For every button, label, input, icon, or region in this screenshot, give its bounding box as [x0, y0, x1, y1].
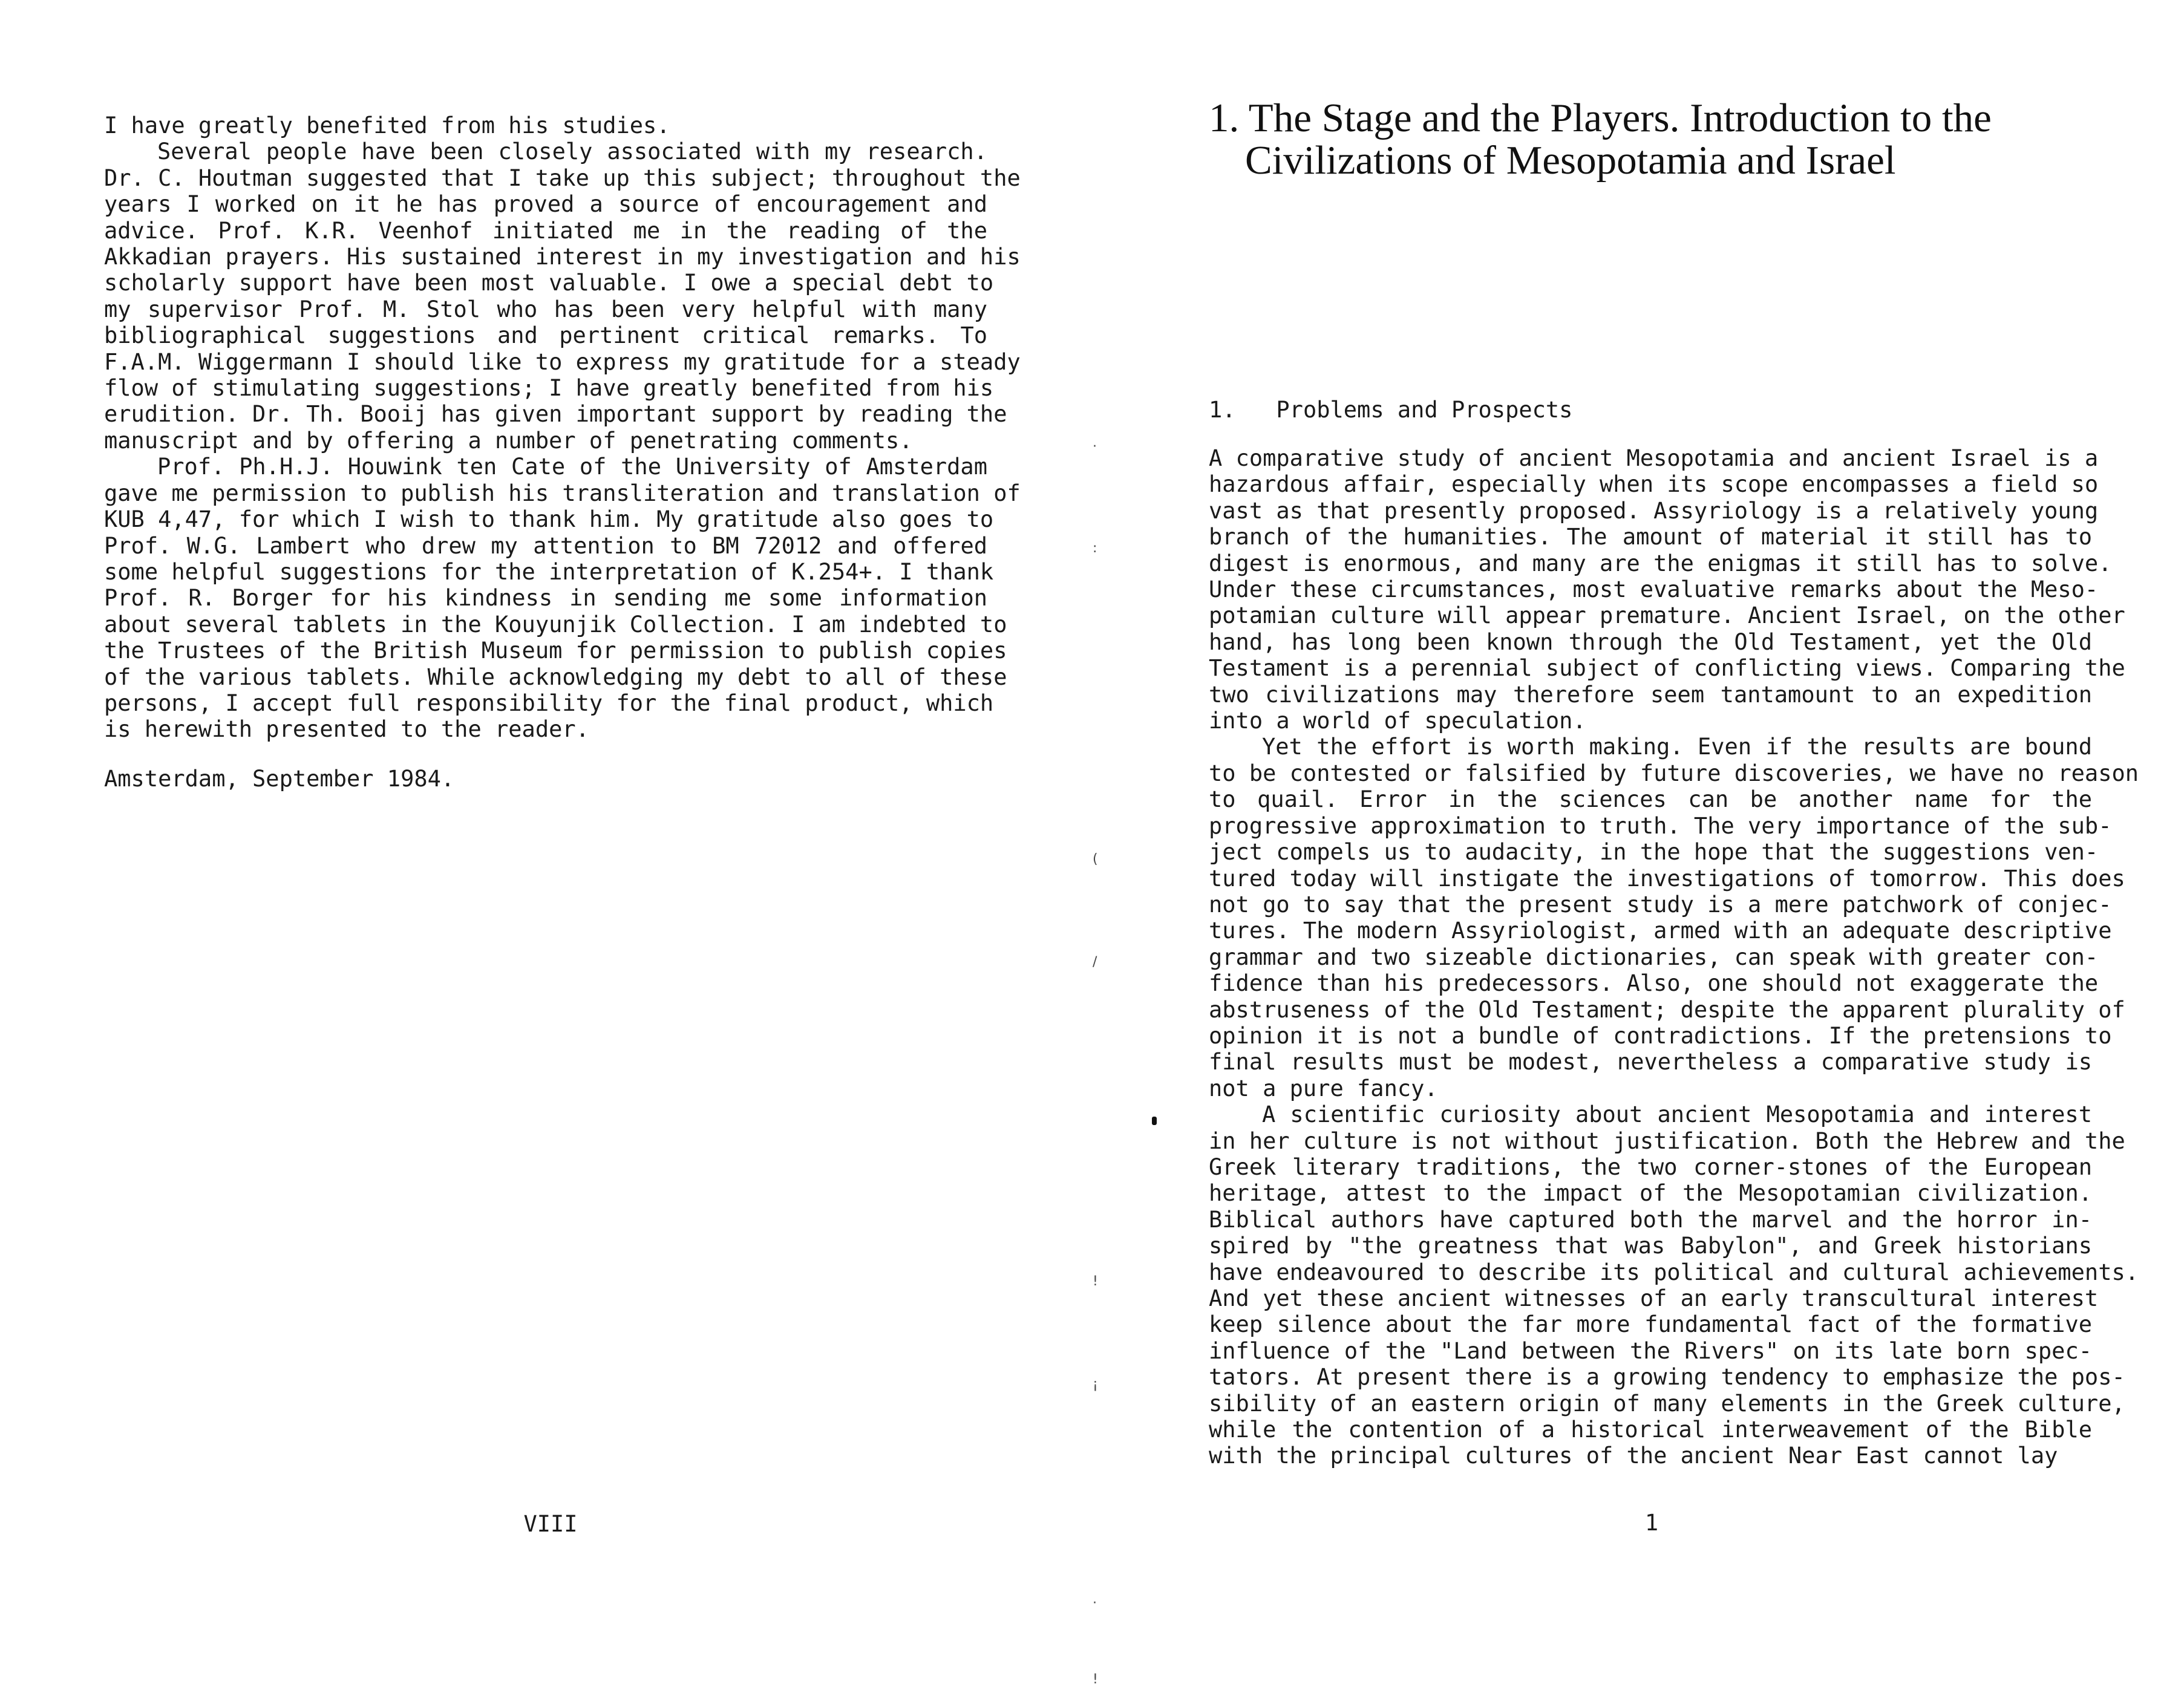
text-line: sibility of an eastern origin of many elements in the Greek culture, — [1209, 1390, 2125, 1417]
left-paragraph — [104, 113, 987, 139]
right-paragraph — [1209, 445, 2125, 734]
text-line: not go to say that the present study is a mere patchwork of conjec- — [1209, 891, 2112, 918]
text-line: to quail. Error in the sciences can be another name for the — [1209, 786, 2092, 813]
section-title: Problems and Prospects — [1276, 397, 1573, 423]
text-line: KUB 4,47, for which I wish to thank him. My gratitude also goes to — [104, 506, 994, 533]
text-line: vast as that presently proposed. Assyriology is a relatively young — [1209, 497, 2099, 524]
text-line: And yet these ancient witnesses of an early transcultural interest — [1209, 1285, 2099, 1311]
text-line: manuscript and by offering a number of penetrating comments. — [104, 427, 913, 454]
text-line: fidence than his predecessors. Also, one should not exaggerate the — [1209, 970, 2099, 997]
text-line: Dr. C. Houtman suggested that I take up this subject; throughout the — [104, 165, 1021, 191]
text-line: into a world of speculation. — [1209, 708, 1586, 734]
text-line: hazardous affair, especially when its scope encompasses a field so — [1209, 471, 2099, 498]
text-line: Prof. R. Borger for his kindness in sending me some information — [104, 585, 987, 612]
text-line: gave me permission to publish his transliteration and translation of — [104, 480, 1021, 506]
right-paragraph — [1209, 1101, 2139, 1469]
gutter-mark: ! — [1093, 1672, 1098, 1687]
text-line: F.A.M. Wiggermann I should like to express my gratitude for a steady — [104, 348, 1021, 375]
text-line: heritage, attest to the impact of the Mesopotamian civilization. — [1209, 1180, 2092, 1207]
text-line: some helpful suggestions for the interpretation of K.254+. I thank — [104, 558, 994, 585]
text-line: my supervisor Prof. M. Stol who has been very helpful with many — [104, 296, 987, 322]
text-line: in her culture is not without justification. Both the Hebrew and the — [1209, 1127, 2125, 1154]
text-line: two civilizations may therefore seem tantamount to an expedition — [1209, 681, 2092, 708]
text-line: final results must be modest, nevertheless a comparative study is — [1209, 1049, 2092, 1075]
text-line: Yet the effort is worth making. Even if the results are bound — [1262, 734, 2092, 760]
text-line: Prof. W.G. Lambert who drew my attention to BM 72012 and offered — [104, 532, 987, 559]
gutter-mark: ! — [1093, 1274, 1098, 1289]
text-line: hand, has long been known through the Old Testament, yet the Old — [1209, 628, 2092, 655]
text-line: of the various tablets. While acknowledging my debt to all of these — [104, 664, 1007, 690]
text-line: keep silence about the far more fundamental fact of the formative — [1209, 1311, 2092, 1338]
text-line: years I worked on it he has proved a source of encouragement and — [104, 191, 987, 218]
text-line: the Trustees of the British Museum for permission to publish copies — [104, 638, 1007, 664]
text-line: tured today will instigate the investigations of tomorrow. This does — [1209, 865, 2125, 892]
text-line: scholarly support have been most valuable. I owe a special debt to — [104, 270, 994, 296]
left-page-body — [104, 113, 1021, 743]
text-line: Greek literary traditions, the two corner-stones of the European — [1209, 1153, 2092, 1180]
text-line: A comparative study of ancient Mesopotamia and ancient Israel is a — [1209, 445, 2099, 471]
text-line: Testament is a perennial subject of conflicting views. Comparing the — [1209, 655, 2125, 682]
text-line: bibliographical suggestions and pertinent critical remarks. To — [104, 322, 987, 349]
gutter-mark: / — [1093, 954, 1097, 970]
text-line: about several tablets in the Kouyunjik Collection. I am indebted to — [104, 611, 1007, 638]
text-line: erudition. Dr. Th. Booij has given important support by reading the — [104, 401, 1007, 428]
text-line: grammar and two sizeable dictionaries, can speak with greater con- — [1209, 944, 2099, 970]
text-line: not a pure fancy. — [1209, 1075, 1438, 1101]
text-line: to be contested or falsified by future discoveries, we have no reason — [1209, 760, 2139, 786]
page-number-left: VIII — [523, 1511, 578, 1537]
left-paragraph — [104, 454, 1021, 743]
text-line: spired by "the greatness that was Babylon", and Greek historians — [1209, 1233, 2092, 1259]
text-line: while the contention of a historical interweavement of the Bible — [1209, 1417, 2092, 1443]
section-heading — [1209, 397, 1572, 423]
text-line: Prof. Ph.H.J. Houwink ten Cate of the University of Amsterdam — [157, 454, 987, 480]
text-line: with the principal cultures of the ancient Near East cannot lay — [1209, 1443, 2058, 1469]
text-line: tators. At present there is a growing tendency to emphasize the pos- — [1209, 1364, 2125, 1391]
text-line: potamian culture will appear premature. Ancient Israel, on the other — [1209, 602, 2125, 629]
section-number: 1. — [1209, 397, 1236, 423]
text-line: advice. Prof. K.R. Veenhof initiated me in the reading of the — [104, 217, 987, 244]
text-line: Under these circumstances, most evaluative remarks about the Meso- — [1209, 576, 2099, 603]
gutter-mark: ¡ — [1093, 1377, 1098, 1392]
gutter-mark: : — [1093, 541, 1097, 556]
text-line: influence of the "Land between the Rivers" on its late born spec- — [1209, 1337, 2092, 1364]
text-line: persons, I accept full responsibility for the final product, which — [104, 690, 994, 716]
chapter-title — [1209, 97, 2116, 181]
right-page-body — [1209, 445, 2139, 1469]
text-line: opinion it is not a bundle of contradictions. If the pretensions to — [1209, 1022, 2112, 1049]
signoff-line: Amsterdam, September 1984. — [104, 766, 455, 792]
text-line: branch of the humanities. The amount of material it still has to — [1209, 524, 2092, 550]
text-line: ject compels us to audacity, in the hope that the suggestions ven- — [1209, 839, 2099, 866]
text-line: A scientific curiosity about ancient Mesopotamia and interest — [1262, 1101, 2092, 1128]
text-line: abstruseness of the Old Testament; despite the apparent plurality of — [1209, 996, 2125, 1023]
text-line: tures. The modern Assyriologist, armed with an adequate descriptive — [1209, 918, 2112, 944]
chapter-title-line-1: 1. The Stage and the Players. Introduction to the — [1209, 96, 1992, 140]
text-line: I have greatly benefited from his studies. — [104, 113, 670, 139]
gutter-mark: ( — [1093, 852, 1098, 867]
text-line: Akkadian prayers. His sustained interest in my investigation and his — [104, 244, 1021, 270]
text-line: Several people have been closely associated with my research. — [157, 139, 987, 165]
gutter-mark: · — [1093, 439, 1097, 454]
gutter-mark: · — [1093, 1596, 1097, 1611]
text-line: progressive approximation to truth. The very importance of the sub- — [1209, 812, 2112, 839]
text-line: flow of stimulating suggestions; I have greatly benefited from his — [104, 375, 994, 402]
text-line: digest is enormous, and many are the enigmas it still has to solve. — [1209, 550, 2112, 576]
chapter-title-line-2: Civilizations of Mesopotamia and Israel — [1245, 138, 1896, 183]
text-line: have endeavoured to describe its political and cultural achievements. — [1209, 1259, 2139, 1285]
text-line: is herewith presented to the reader. — [104, 716, 589, 743]
text-line: Biblical authors have captured both the marvel and the horror in- — [1209, 1206, 2092, 1233]
right-paragraph — [1209, 734, 2139, 1101]
left-paragraph — [104, 139, 1021, 454]
page-number-right: 1 — [1644, 1510, 1659, 1536]
